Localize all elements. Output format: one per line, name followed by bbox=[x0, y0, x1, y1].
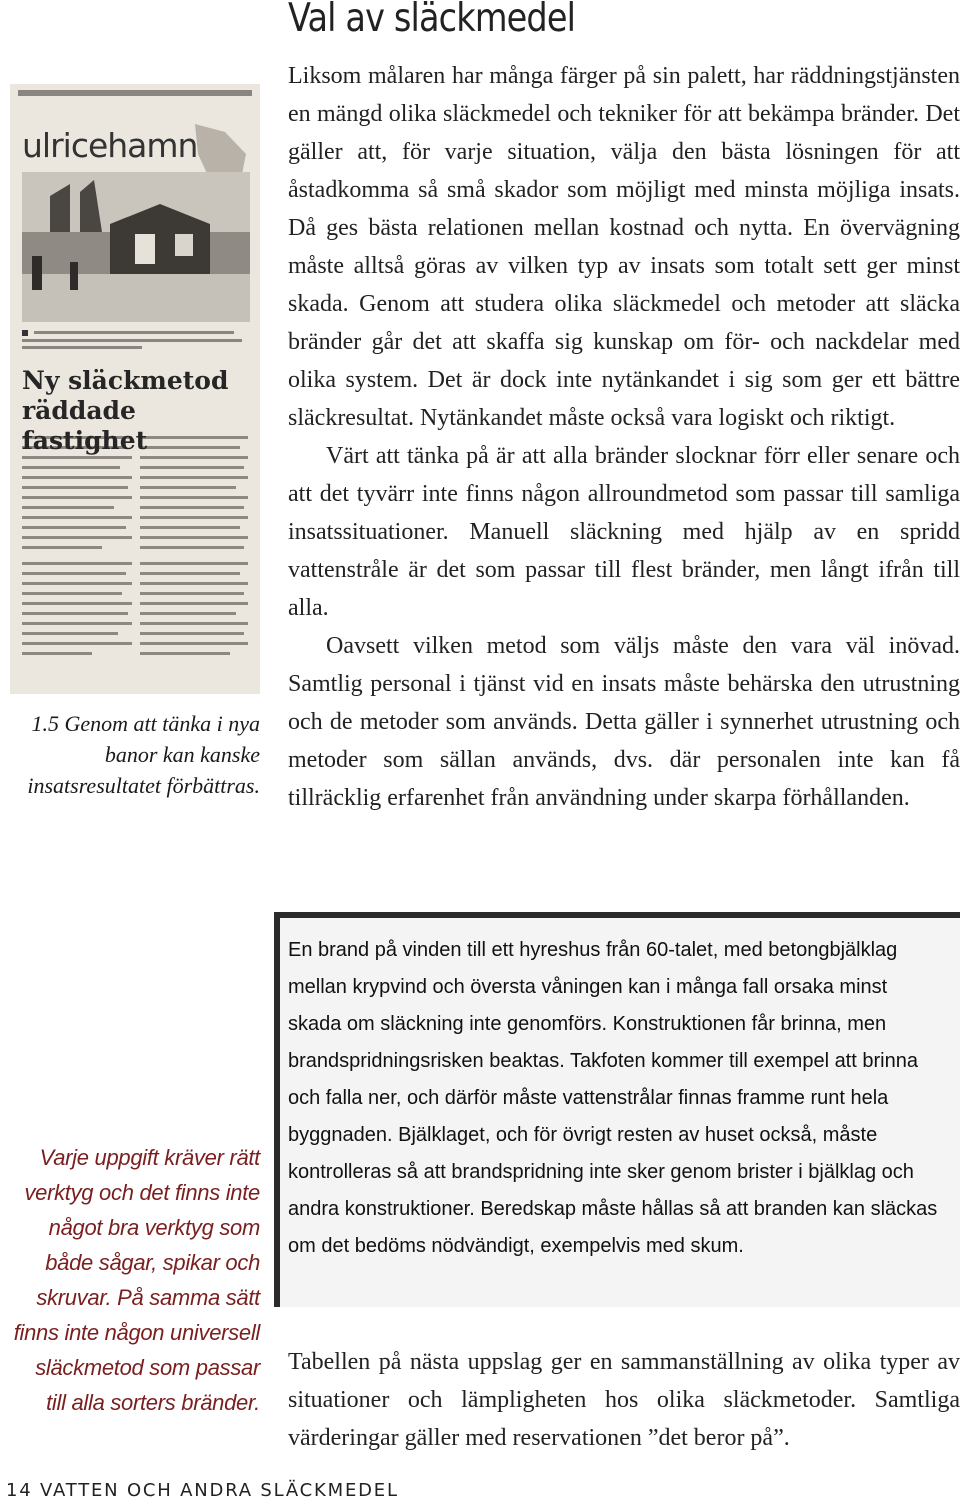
sidebar-quote: Varje uppgift kräver rätt verktyg och det finns inte något bra verktyg som både sågar, spikar och skruvar. På samma sätt finns inte någon universell släckmetod som passar till alla sorters bränder. bbox=[13, 1145, 260, 1415]
paragraph: Liksom målaren har många färger på sin palett, har räddningstjänsten en mängd olika släckmedel och tekniker för att bekämpa bränder. Det gäller att, för varje situation, välja den bästa lösningen för att åstadkomma så små skador som möjligt med minsta möjliga insats. Då ges bästa relationen mellan kostnad och nytta. En övervägning måste alltså göras av vilken typ av insats som totalt sett ger minst skada. Genom att studera olika släckmedel och metoder att släcka bränder går det att skaffa sig kunskap om för- och nackdelar med olika system. Det är dock inte nytänkandet i sig som ger ett bättre släckresultat. Nytänkandet måste också vara logiskt och riktigt. bbox=[288, 63, 960, 431]
example-box-text: En brand på vinden till ett hyreshus från 60-talet, med betongbjälklag mellan krypvind och översta våningen kan i många fall orsaka minst skada om släckning inte genomförs. Konstruktionen får brinna, men brandspridningsrisken beaktas. Takfoten kommer till exempel att brinna och falla ner, och därför måste vattenstrålar finnas framme runt hela byggnaden. Bjälklaget, och för övrigt resten av huset också, måste kontrolleras så att brandspridning inte sker genom brister i bjälklag och andra konstruktioner. Beredskap måste hållas så att branden kan släckas om det bedöms nödvändigt, exempelvis med skum. bbox=[288, 939, 938, 1257]
clipping-headline: Ny släckmetod räddade fastighet bbox=[22, 366, 229, 455]
paragraph: Oavsett vilken metod som väljs måste den vara väl inövad. Samtlig personal i tjänst vid en insats måste behärska den utrustning och de metoder som används. Detta gäller i synnerhet utrustning och metoder som sällan används, dvs. där personalen inte kan få tillräcklig erfarenhet från användning under skarpa förhållanden. bbox=[288, 633, 960, 811]
note-text bbox=[288, 1343, 960, 1457]
section-title: VATTEN OCH ANDRA SLÄCKMEDEL bbox=[40, 1480, 399, 1501]
page-title: Val av släckmedel bbox=[288, 0, 576, 41]
paragraph: Värt att tänka på är att alla bränder slocknar förr eller senare och att det tyvärr inte finns någon allroundmetod som passar till samliga insatssituationer. Manuell släckning med hjälp av en spridd vattenstråle är det som passar till flest bränder, men långt ifrån till alla. bbox=[288, 443, 960, 621]
newspaper-clipping-image bbox=[10, 84, 260, 694]
example-box bbox=[274, 912, 960, 1307]
page-number: 14 bbox=[6, 1480, 33, 1501]
clipping-masthead: ulricehamn bbox=[22, 126, 198, 165]
paragraph: Tabellen på nästa uppslag ger en sammanställning av olika typer av situationer och lämpligheten hos olika släckmetoder. Samtliga värderingar gäller med reservationen ”det beror på”. bbox=[288, 1349, 960, 1451]
figure-caption: 1.5 Genom att tänka i nya banor kan kanske insatsresultatet förbättras. bbox=[27, 711, 260, 798]
page-footer bbox=[6, 1480, 399, 1501]
main-text bbox=[288, 57, 960, 817]
